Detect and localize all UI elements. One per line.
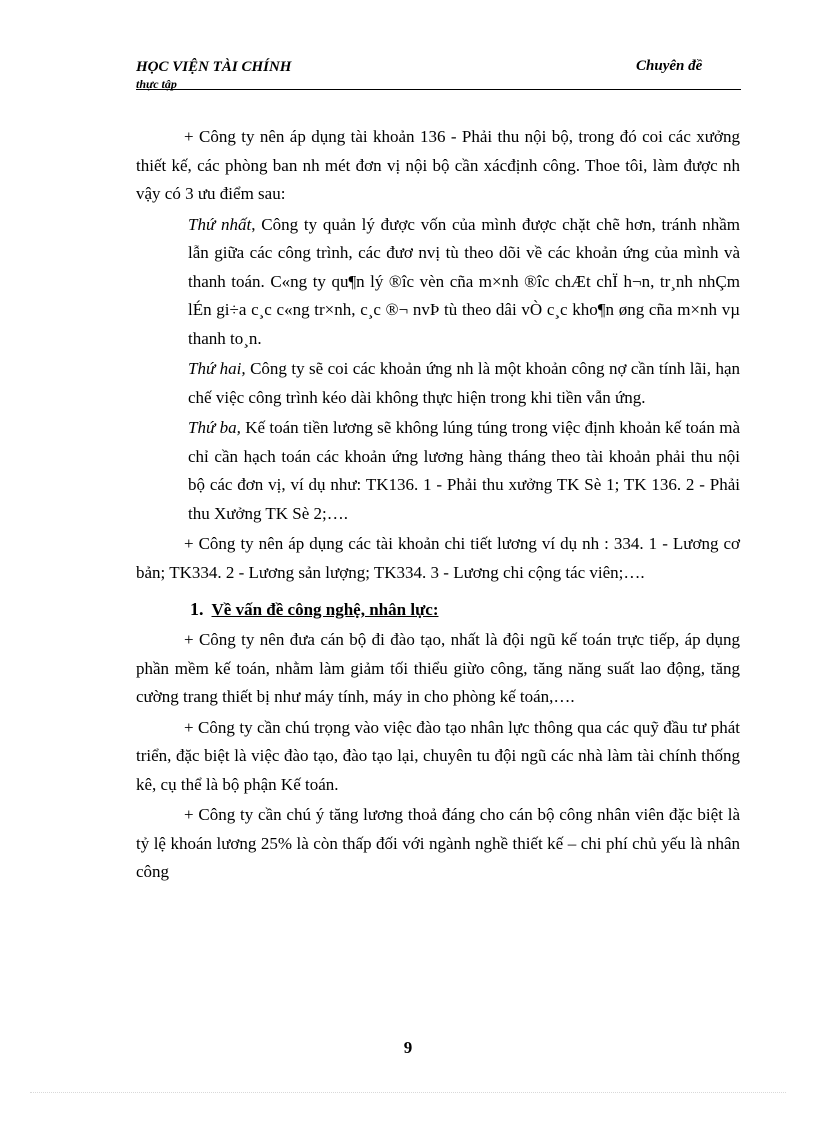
header-institution [136,58,291,91]
advantage-first [188,211,740,354]
document-body [136,123,740,889]
advantage-third-body: Kế toán tiền lương sẽ không lúng túng trong việc định khoản kế toán mà chỉ cần hạch toán các khoản ứng lương hàng tháng theo tài khoản phải thu nội bộ các đơn vị, ví dụ như: TK136. 1 - Phải thu xưởng TK Sè 1; TK 136. 2 - Phải thu Xưởng TK Sè 2;…. [188,418,740,523]
paragraph-salary-increase: + Công ty cần chú ý tăng lương thoả đáng cho cán bộ công nhân viên đặc biệt là tỷ lệ khoán lương 25% là còn thấp đối với ngành nghề thiết kế – chi phí chủ yếu là nhân công [136,805,740,881]
paragraph-salary-accounts: + Công ty nên áp dụng các tài khoản chi tiết lương ví dụ nh : 334. 1 - Lương cơ bản; TK334. 2 - Lương sản lượng; TK334. 3 - Lương chi cộng tác viên;…. [136,534,740,582]
paragraph-account-136: + Công ty nên áp dụng tài khoản 136 - Phải thu nội bộ, trong đó coi các xưởng thiết kế, các phòng ban nh mét đơn vị nội bộ cần xácđịnh công. Thoe tôi, làm được nh vậy có 3 ưu điểm sau: [136,127,740,203]
header-sub: thực tập [136,77,177,91]
advantage-second [188,355,740,412]
section-number: 1. [190,599,204,619]
advantage-third-lead: Thứ ba, [188,418,241,437]
paragraph-human-resources: + Công ty cần chú trọng vào việc đào tạo nhân lực thông qua các quỹ đầu tư phát triển, đặc biệt là việc đào tạo, đào tạo lại, chuyên tu đội ngũ các nhà làm tài chính thống kê, cụ thể là bộ phận Kế toán. [136,717,740,794]
footer-divider [30,1092,786,1093]
advantage-first-lead: Thứ nhất [188,214,252,234]
page-number: 9 [403,1038,413,1057]
paragraph-training: + Công ty nên đưa cán bộ đi đào tạo, nhất là đội ngũ kế toán trực tiếp, áp dụng phần mềm kế toán, nhằm làm giảm tối thiểu giừo công, tăng năng suất lao động, tăng cường trang thiết bị như máy tính, máy in cho phòng kế toán,…. [136,630,740,706]
advantage-first-body: , Công ty quản lý được vốn của mình được chặt chẽ hơn, tránh nhầm lẫn giữa các công trình, các đươ nvị tù theo dõi về các khoản ứng của mình và thanh toán. C«ng ty qu¶n lý ®îc vèn cña m×nh ®îc chÆt chÏ h¬n, tr¸nh nhÇm lÉn gi÷a c¸c c«ng tr×nh, c¸c ®¬ nvÞ tù theo dâi vÒ c¸c kho¶n øng cña m×nh vµ thanh to¸n. [188,214,740,348]
section-heading [190,595,740,624]
header-divider [136,89,741,90]
section-title: Về vấn đề công nghệ, nhân lực: [211,600,439,619]
header-institution-name: HỌC VIỆN TÀI CHÍNH [136,59,292,75]
advantage-second-lead: Thứ hai, [188,359,246,378]
advantage-third [188,414,740,528]
advantage-second-body: Công ty sẽ coi các khoản ứng nh là một khoản công nợ cần tính lãi, hạn chế việc công trình kéo dài không thực hiện trong khi tiền vẫn ứng. [188,359,740,407]
header-doc-type: Chuyên đề [636,58,703,74]
